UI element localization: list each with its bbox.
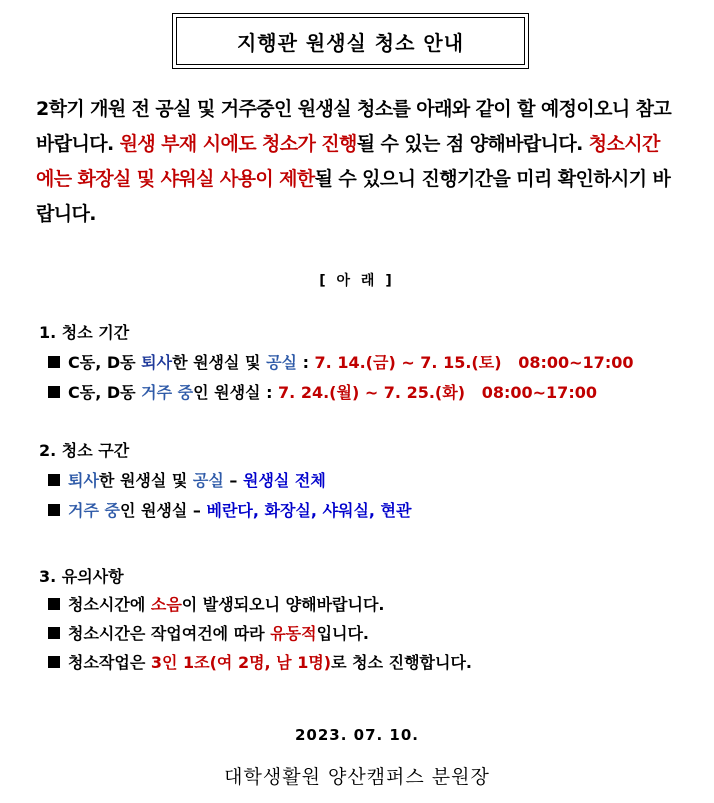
- intro-text-2: 될 수 있는 점 양해바랍니다.: [356, 133, 589, 155]
- row-highlight: 퇴사: [68, 471, 99, 490]
- square-bullet-icon: [48, 504, 60, 516]
- section-3-row-3: [48, 650, 472, 673]
- section-3-row-2: [48, 621, 369, 644]
- intro-highlight-2: 청소시간에는 화장실 및 샤워실 사용이 제한: [36, 133, 660, 190]
- row-highlight: 공실: [266, 353, 297, 372]
- intro-text-1: 2학기 개원 전 공실 및 거주중인 원생실 청소를 아래와 같이 할 예정이오니 참고 바랍니다.: [36, 98, 672, 155]
- section-2-title: 2. 청소 구간: [39, 441, 130, 460]
- document-date: 2023. 07. 10.: [294, 726, 420, 744]
- intro-text-3: 될 수 있으니 진행기간을 미리 확인하시기 바랍니다.: [36, 168, 671, 225]
- row-highlight: 거주 중: [68, 501, 120, 520]
- section-1-row-1: [48, 350, 633, 373]
- row-text: 청소작업은: [68, 653, 151, 672]
- row-highlight: 소음: [150, 595, 182, 614]
- row-period: 7. 24.(월) ~ 7. 25.(화) 08:00~17:00: [278, 383, 597, 402]
- row-text: –: [223, 471, 243, 490]
- row-highlight: 퇴사: [141, 353, 173, 372]
- row-text: 청소시간에: [68, 595, 151, 614]
- row-text: 입니다.: [316, 624, 370, 643]
- section-3-row-1: [48, 592, 384, 615]
- issuing-organization: 대학생활원 양산캠퍼스 분원장: [224, 766, 490, 788]
- section-1-row-2: [48, 380, 597, 403]
- square-bullet-icon: [48, 386, 60, 398]
- row-highlight: 유동적: [270, 624, 317, 643]
- row-text: C동, D동: [68, 383, 142, 402]
- intro-paragraph: [36, 92, 676, 232]
- row-text: 인 원생실 :: [193, 383, 279, 402]
- intro-highlight-1: 원생 부재 시에도 청소가 진행: [119, 133, 357, 155]
- row-text: :: [297, 353, 315, 372]
- row-highlight: 원생실 전체: [242, 471, 326, 490]
- notice-label: [ 아 래 ]: [319, 273, 395, 289]
- square-bullet-icon: [48, 627, 60, 639]
- row-text: 청소시간은 작업여건에 따라: [68, 624, 271, 643]
- row-text: C동, D동: [68, 353, 142, 372]
- section-3-title: 3. 유의사항: [39, 567, 124, 586]
- row-highlight: 거주 중: [141, 383, 194, 402]
- row-text: 한 원생실 및: [172, 353, 267, 372]
- section-2-row-2: [48, 498, 411, 521]
- row-highlight: 공실: [192, 471, 224, 490]
- square-bullet-icon: [48, 474, 60, 486]
- section-1-title: 1. 청소 기간: [39, 323, 130, 342]
- row-text: 인 원생실 –: [119, 501, 207, 520]
- page-title: 지행관 원생실 청소 안내: [176, 17, 525, 65]
- square-bullet-icon: [48, 598, 60, 610]
- row-period: 7. 14.(금) ~ 7. 15.(토) 08:00~17:00: [314, 353, 634, 372]
- title-box: [172, 13, 529, 69]
- row-text: 로 청소 진행합니다.: [331, 653, 472, 672]
- row-text: 이 발생되오니 양해바랍니다.: [181, 595, 385, 614]
- row-text: 한 원생실 및: [98, 471, 193, 490]
- row-highlight: 3인 1조(여 2명, 남 1명): [150, 653, 332, 672]
- row-highlight: 베란다, 화장실, 샤워실, 현관: [206, 501, 412, 520]
- section-2-row-1: [48, 468, 326, 491]
- square-bullet-icon: [48, 356, 60, 368]
- square-bullet-icon: [48, 656, 60, 668]
